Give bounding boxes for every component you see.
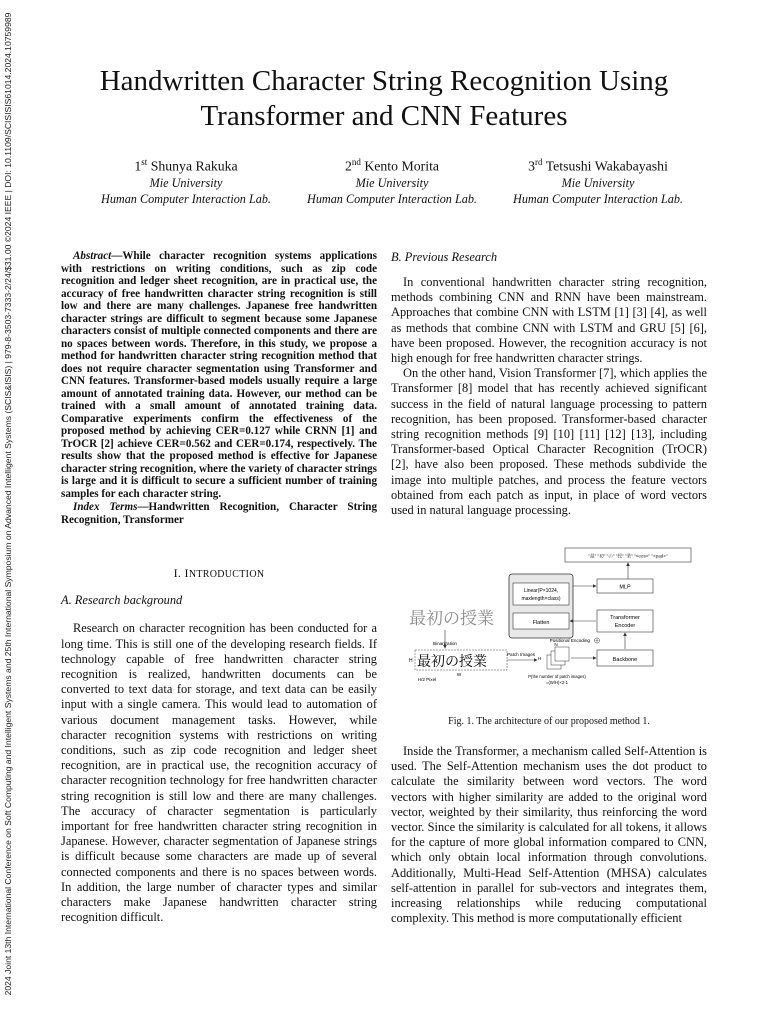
author-ordinal: 1 — [134, 158, 142, 174]
author-lab: Human Computer Interaction Lab. — [101, 191, 271, 206]
transformer-label-2: Encoder — [614, 623, 636, 629]
author-block — [66, 154, 708, 214]
self-attention-paragraph: Inside the Transformer, a mechanism called Self-Attention is used. The Self-Attention mechanism uses the dot product to calculate the similarity between word vectors. The word vectors with higher similarity are added to the original word vector, weighted by their similarity, thus reinforcing the word vector. Since the similarity is calculated for all tokens, it allows for the capture of more global information compared to CNN, which only obtain local information through convolutions. Additionally, Multi-Head Self-Attention (MHSA) calculates self-attention in parallel for sub-vectors and integrates them, increasing relationships while reducing computational complexity. This method is more computationally efficient — [391, 744, 707, 926]
previous-research-paragraph-1: In conventional handwritten character string recognition, methods combining CNN and RNN have been mainstream. Approaches that combine CNN with LSTM [1] [3] [4], as well as methods that combine CNN with LSTM and GRU [5] [6], have been proposed. However, the recognition accuracy is not high enough for free handwritten character strings. — [391, 275, 707, 366]
previous-research-paragraph-2: On the other hand, Vision Transformer [7], which applies the Transformer [8] model that has recently achieved significant success in the field of natural language processing to pattern recognition, has been proposed. Transformer-based character string recognition methods [9] [10] [11] [12] [13], including Transformer-based Optical Character Recognition (TrOCR) [2], have also been proposed. These methods subdivide the image into multiple patches, and process the feature vectors obtained from each patch as input, in place of word vectors used in natural language processing. — [391, 366, 707, 518]
author-2 — [282, 154, 502, 207]
author-affiliation: Mie University — [149, 175, 223, 190]
author-name: Shunya Rakuka — [150, 158, 238, 174]
handwriting-sample-original: 最初の授業 — [409, 609, 494, 629]
intro-paragraph: Research on character recognition has been conducted for a long time. This is still one of the developing research fields. If technology capable of free handwritten character string recognition is realized, handwritten documents can be converted to text data for storage, and text data can be easily input with a single camera. This would lead to automation of various document management tasks. However, while character recognition systems with restrictions on writing conditions, such as zip code recognition and ledger sheet recognition, are in practical use, the recognition accuracy of character recognition technology for free handwritten character string recognition is still low and there are many challenges. The accuracy of character segmentation is particularly important for free handwritten character string recognition in Japanese. However, character segmentation of Japanese strings is difficult because some characters are made up of several connected components and there is no spaces between words. In addition, the large number of character types and similar characters make Japanese handwritten character string recognition difficult. — [61, 621, 377, 925]
architecture-figure — [407, 544, 695, 694]
section-number: I. — [173, 566, 182, 581]
transformer-label-1: Transformer — [610, 615, 640, 621]
author-ordinal: 3 — [528, 158, 535, 174]
flatten-label: Flatten — [532, 620, 550, 626]
architecture-diagram — [407, 544, 695, 694]
figure-caption: Fig. 1. The architecture of our proposed method 1. — [448, 716, 650, 727]
paper-title: Handwritten Character String Recognition Using Transformer and CNN Features — [99, 65, 669, 132]
binarization-label: Binarization — [432, 641, 458, 646]
author-ordinal-suffix: st — [141, 157, 148, 167]
author-1 — [76, 154, 296, 207]
backbone-label: Backbone — [612, 657, 638, 663]
subsection-research-background: A. Research background — [61, 593, 183, 608]
abstract-label: Abstract — [73, 250, 112, 262]
author-affiliation: Mie University — [561, 175, 635, 190]
index-terms — [61, 501, 377, 526]
index-terms-text: —Handwritten Recognition, Character String Recognition, Transformer — [61, 501, 377, 526]
patch-images-label: Patch Images — [506, 652, 536, 657]
left-column — [61, 250, 377, 925]
patch-3 — [555, 647, 569, 661]
author-name: Kento Morita — [364, 158, 440, 174]
author-ordinal-suffix: nd — [351, 157, 361, 167]
p-formula-2: =(W/H)×2-1 — [546, 680, 568, 685]
right-column-continued — [391, 744, 707, 926]
section-title-rest: NTRODUCTION — [188, 569, 265, 581]
handwriting-sample-binarized: 最初の授業 — [417, 654, 487, 670]
label-h2-pixel: H/2 Pixel — [417, 677, 437, 682]
output-tokens-label: "最" "初" "の" "授" "業" "<eos>" "<pad>" — [588, 553, 668, 559]
linear-label-2: maxlength×class) — [521, 596, 561, 602]
label-n: N — [554, 642, 558, 647]
label-w: W — [456, 672, 462, 677]
author-3 — [488, 154, 708, 207]
author-name: Tetsushi Wakabayashi — [545, 158, 668, 174]
author-ordinal-suffix: rd — [535, 157, 543, 167]
author-lab: Human Computer Interaction Lab. — [307, 191, 477, 206]
positional-encoding-label: Positional Encoding — [549, 638, 590, 643]
index-terms-label: Index Terms — [73, 501, 138, 514]
label-h: H — [409, 658, 413, 664]
right-column — [391, 250, 707, 518]
mlp-label: MLP — [619, 584, 631, 591]
abstract-text: —While character recognition systems applications with restrictions on writing conditions, such as zip code recognition and ledger sheet recognition, are in practical use, the accuracy of free handwritten character string recognition is still low and there are many challenges. Japanese free handwritten character strings are difficult to segment because some Japanese characters consist of multiple connected components and there are no spaces between words. Therefore, in this study, we propose a method for handwritten character string recognition method that does not require character segmentation using Transformer and CNN features. Transformer-based models usually require a large amount of annotated training data. However, our method can be trained with a small amount of annotated training data. Comparative experiments confirm the effectiveness of the proposed method by achieving CER=0.127 while CRNN [1] and TrOCR [2] achieve CER=0.562 and CER=0.174, respectively. The results show that the proposed method is effective for Japanese character string recognition, where the variety of character strings is large and it is difficult to secure a sufficient number of training samples for each character string. — [61, 250, 377, 500]
abstract — [61, 250, 377, 500]
section-title-initial: I — [184, 566, 189, 581]
author-affiliation: Mie University — [355, 175, 429, 190]
label-h-patch: H — [538, 656, 542, 661]
author-ordinal: 2 — [344, 158, 352, 174]
publication-sidebar: 2024 Joint 13th International Conference on Soft Computing and Intelligent Systems and 25th International Symposium on Advanced Intelligent Systems (SCIS&ISIS) | 979-8-3503-7333-2/24/$31.00 ©2024 IEEE | DOI: 10.1109/SCISISIS61014.2024.10759989 — [3, 12, 13, 996]
p-formula-1: P(the number of patch images) — [528, 674, 586, 679]
linear-label-1: Linear(P×1024, — [523, 588, 559, 594]
subsection-previous-research: B. Previous Research — [391, 250, 498, 264]
section-heading-introduction — [61, 566, 377, 582]
author-lab: Human Computer Interaction Lab. — [513, 191, 683, 206]
